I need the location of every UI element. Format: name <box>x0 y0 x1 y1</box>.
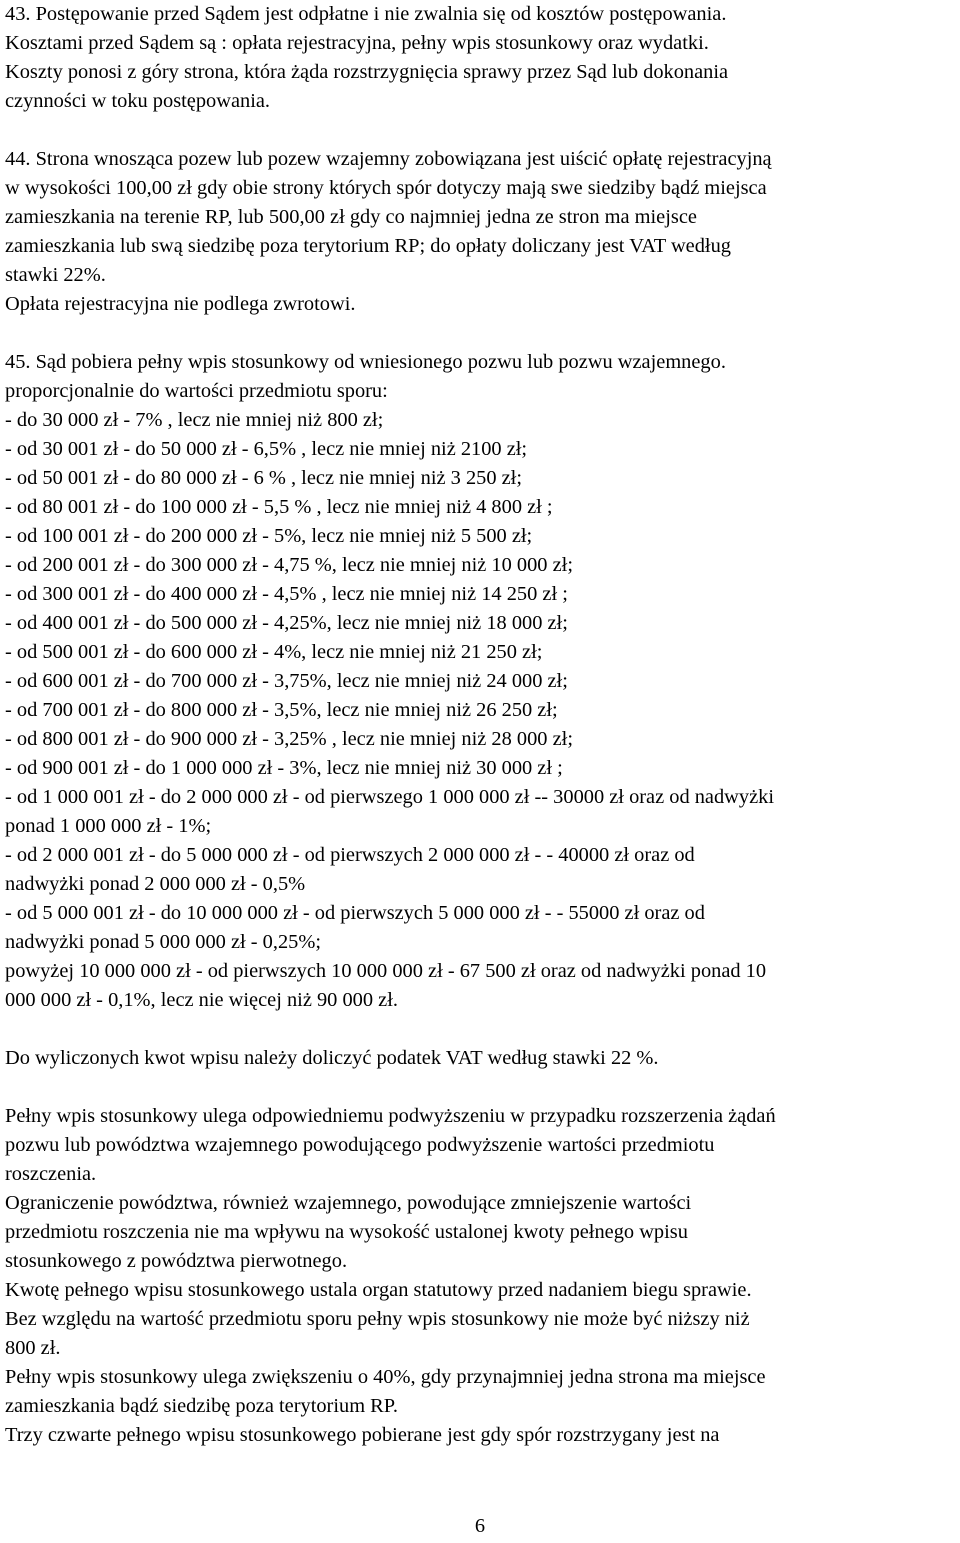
spacer <box>5 1015 955 1044</box>
vat-note: Do wyliczonych kwot wpisu należy doliczyć podatek VAT według stawki 22 %. <box>5 1047 659 1069</box>
rate-line: - do 30 000 zł - 7% , lecz nie mniej niż 800 zł; <box>5 409 384 431</box>
closing-paragraph: Pełny wpis stosunkowy ulega odpowiedniemu podwyższeniu w przypadku rozszerzenia żądań pozwu lub powództwa wzajemnego powodującego podwyższenie wartości przedmiotu roszczenia. <box>5 1105 776 1185</box>
rate-line: - od 700 001 zł - do 800 000 zł - 3,5%, lecz nie mniej niż 26 250 zł; <box>5 699 558 721</box>
rate-line: - od 900 001 zł - do 1 000 000 zł - 3%, lecz nie mniej niż 30 000 zł ; <box>5 757 563 779</box>
rate-line: - od 50 001 zł - do 80 000 zł - 6 % , lecz nie mniej niż 3 250 zł; <box>5 467 523 489</box>
rate-line: - od 5 000 001 zł - do 10 000 000 zł - od pierwszych 5 000 000 zł - - 55000 zł oraz od nadwyżki ponad 5 000 000 zł - 0,25%; <box>5 902 705 953</box>
rate-line: - od 100 001 zł - do 200 000 zł - 5%, lecz nie mniej niż 5 500 zł; <box>5 525 533 547</box>
rate-line: - od 2 000 001 zł - do 5 000 000 zł - od pierwszych 2 000 000 zł - - 40000 zł oraz od nadwyżki ponad 2 000 000 zł - 0,5% <box>5 844 695 895</box>
paragraph-44: 44. Strona wnosząca pozew lub pozew wzajemny zobowiązana jest uiścić opłatę rejestracyjną w wysokości 100,00 zł gdy obie strony których spór dotyczy mają swe siedziby bądź miejsca zamieszkania na terenie RP, lub 500,00 zł gdy co najmniej jedna ze stron ma miejsce zamieszkania lub swą siedzibę poza terytorium RP; do opłaty doliczany jest VAT według stawki 22%. Opłata rejestracyjna nie podlega zwrotowi. <box>5 148 772 315</box>
spacer <box>5 116 955 145</box>
closing-paragraph: Pełny wpis stosunkowy ulega zwiększeniu o 40%, gdy przynajmniej jedna strona ma miejsce zamieszkania bądź siedzibę poza terytorium RP. <box>5 1366 766 1417</box>
closing-paragraph: Ograniczenie powództwa, również wzajemnego, powodujące zmniejszenie wartości przedmiotu roszczenia nie ma wpływu na wysokość ustalonej kwoty pełnego wpisu stosunkowego z powództwa pierwotnego. <box>5 1192 692 1272</box>
rate-line: - od 80 001 zł - do 100 000 zł - 5,5 % , lecz nie mniej niż 4 800 zł ; <box>5 496 553 518</box>
rate-line: - od 30 001 zł - do 50 000 zł - 6,5% , lecz nie mniej niż 2100 zł; <box>5 438 528 460</box>
page-number: 6 <box>474 1515 486 1537</box>
rate-line: - od 1 000 001 zł - do 2 000 000 zł - od pierwszego 1 000 000 zł -- 30000 zł oraz od nadwyżki ponad 1 000 000 zł - 1%; <box>5 786 775 837</box>
closing-paragraph: Trzy czwarte pełnego wpisu stosunkowego pobierane jest gdy spór rozstrzygany jest na <box>5 1424 720 1446</box>
document-page <box>5 0 955 1450</box>
rate-line: - od 800 001 zł - do 900 000 zł - 3,25% , lecz nie mniej niż 28 000 zł; <box>5 728 573 750</box>
rate-line: - od 500 001 zł - do 600 000 zł - 4%, lecz nie mniej niż 21 250 zł; <box>5 641 543 663</box>
closing-paragraph: Bez względu na wartość przedmiotu sporu pełny wpis stosunkowy nie może być niższy niż 800 zł. <box>5 1308 750 1359</box>
paragraph-43: 43. Postępowanie przed Sądem jest odpłatne i nie zwalnia się od kosztów postępowania. Kosztami przed Sądem są : opłata rejestracyjna, pełny wpis stosunkowy oraz wydatki. Koszty ponosi z góry strona, która żąda rozstrzygnięcia sprawy przez Sąd lub dokonania czynności w toku postępowania. <box>5 3 729 112</box>
rate-line: - od 400 001 zł - do 500 000 zł - 4,25%, lecz nie mniej niż 18 000 zł; <box>5 612 568 634</box>
paragraph-45-heading: 45. Sąd pobiera pełny wpis stosunkowy od wniesionego pozwu lub pozwu wzajemnego. proporcjonalnie do wartości przedmiotu sporu: <box>5 351 726 402</box>
spacer <box>5 1073 955 1102</box>
rate-line: powyżej 10 000 000 zł - od pierwszych 10 000 000 zł - 67 500 zł oraz od nadwyżki ponad 10 000 000 zł - 0,1%, lecz nie więcej niż 90 000 zł. <box>5 960 767 1011</box>
rate-line: - od 600 001 zł - do 700 000 zł - 3,75%, lecz nie mniej niż 24 000 zł; <box>5 670 568 692</box>
rate-line: - od 300 001 zł - do 400 000 zł - 4,5% , lecz nie mniej niż 14 250 zł ; <box>5 583 568 605</box>
closing-paragraph: Kwotę pełnego wpisu stosunkowego ustala organ statutowy przed nadaniem biegu sprawie. <box>5 1279 752 1301</box>
spacer <box>5 319 955 348</box>
rate-line: - od 200 001 zł - do 300 000 zł - 4,75 %, lecz nie mniej niż 10 000 zł; <box>5 554 573 576</box>
